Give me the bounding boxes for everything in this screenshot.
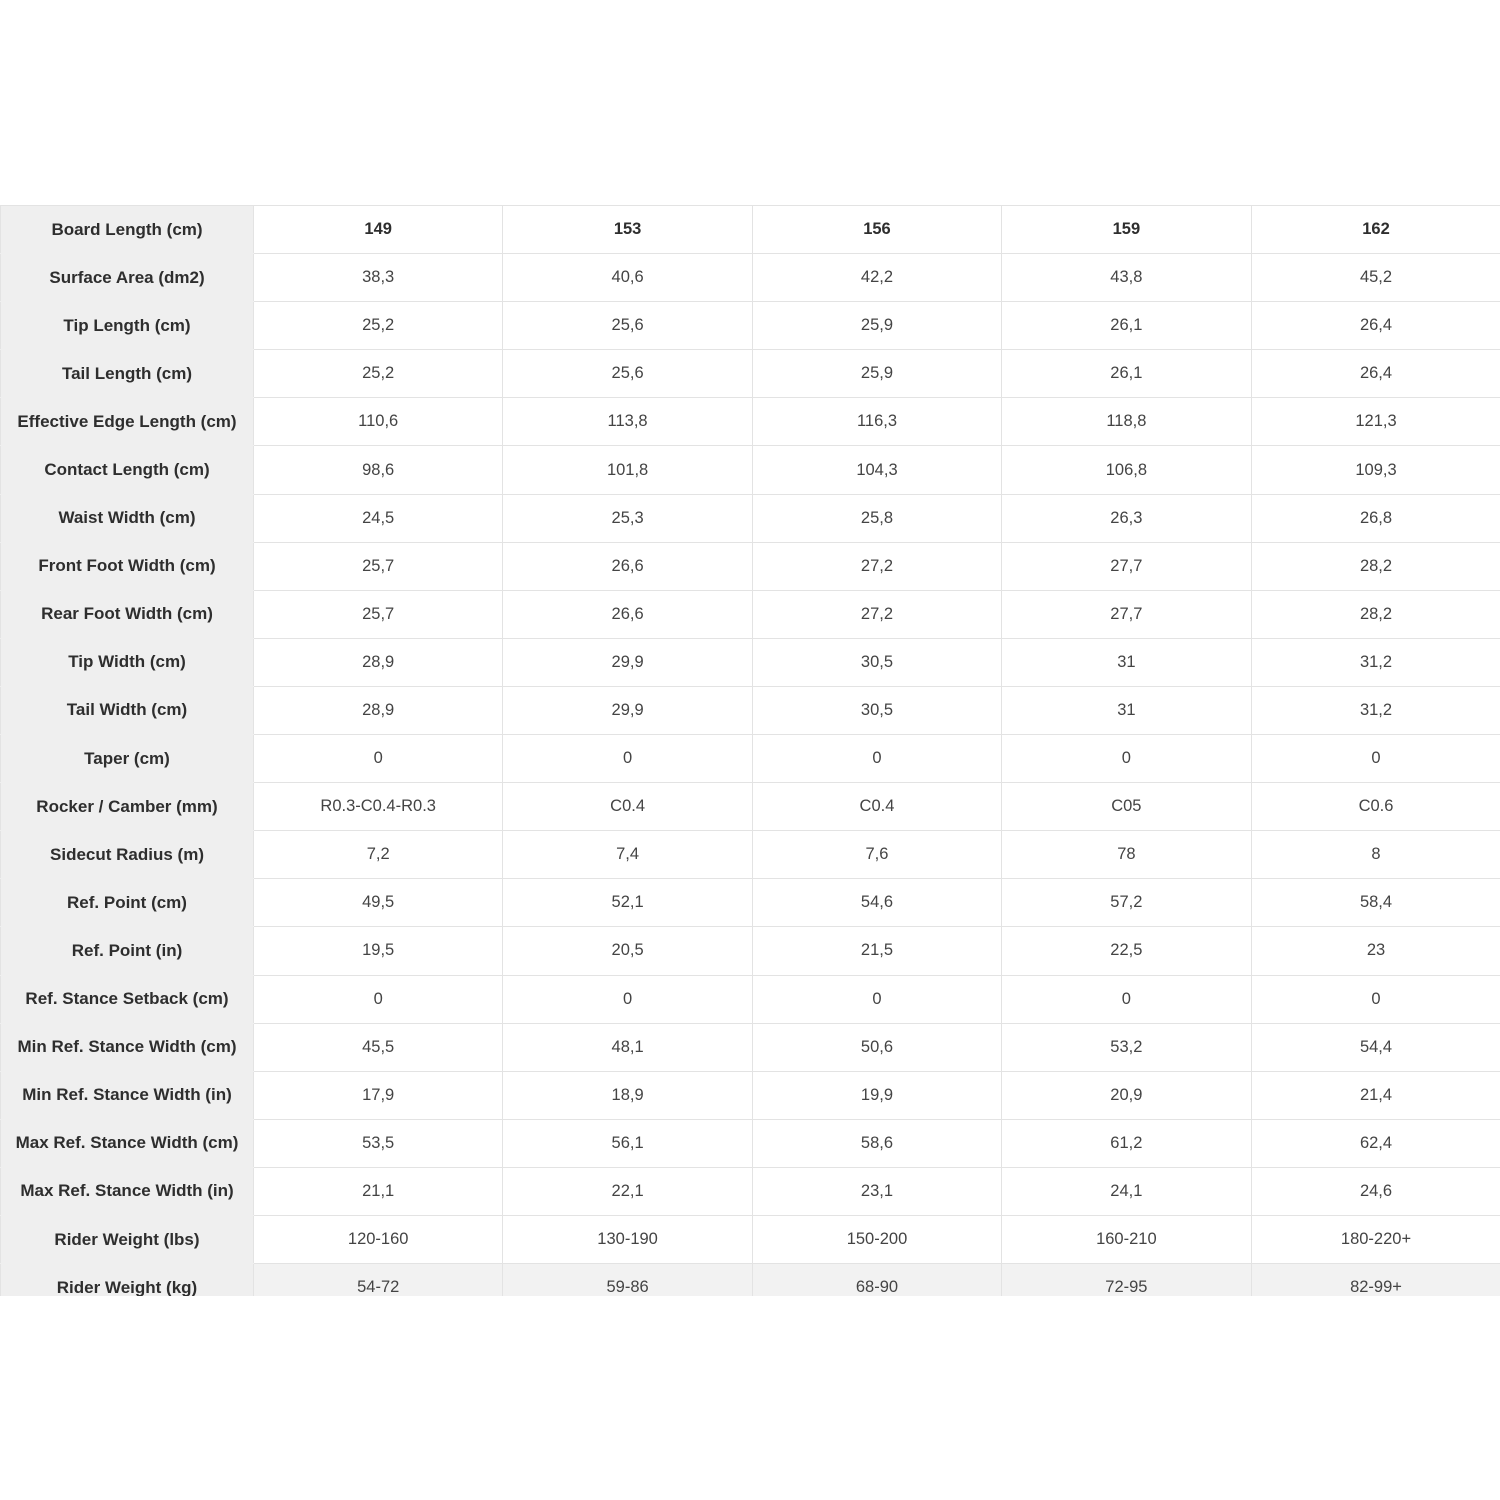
value-cell: 98,6 [254, 446, 503, 494]
row-label: Ref. Point (in) [1, 927, 254, 975]
value-cell: 31,2 [1251, 686, 1500, 734]
value-cell: 25,6 [503, 302, 752, 350]
value-cell: 57,2 [1002, 879, 1251, 927]
value-cell: 25,3 [503, 494, 752, 542]
board-spec-table [0, 205, 1500, 1296]
table-row [1, 831, 1500, 879]
table-row [1, 783, 1500, 831]
value-cell: 24,6 [1251, 1167, 1500, 1215]
value-cell: 26,8 [1251, 494, 1500, 542]
value-cell: 0 [752, 975, 1001, 1023]
value-cell: 121,3 [1251, 398, 1500, 446]
value-cell: 52,1 [503, 879, 752, 927]
value-cell: 56,1 [503, 1119, 752, 1167]
value-cell: 26,6 [503, 590, 752, 638]
value-cell: 49,5 [254, 879, 503, 927]
value-cell: 58,4 [1251, 879, 1500, 927]
value-cell: 25,9 [752, 302, 1001, 350]
row-label: Tip Length (cm) [1, 302, 254, 350]
value-cell: 180-220+ [1251, 1215, 1500, 1263]
value-cell: 27,2 [752, 590, 1001, 638]
value-cell: 101,8 [503, 446, 752, 494]
value-cell: 0 [1251, 735, 1500, 783]
value-cell: 26,3 [1002, 494, 1251, 542]
value-cell: 29,9 [503, 686, 752, 734]
value-cell: 54,6 [752, 879, 1001, 927]
value-cell: 26,4 [1251, 302, 1500, 350]
value-cell: 20,5 [503, 927, 752, 975]
size-header-cell: 159 [1002, 206, 1251, 254]
value-cell: 48,1 [503, 1023, 752, 1071]
value-cell: 7,4 [503, 831, 752, 879]
row-label: Taper (cm) [1, 735, 254, 783]
value-cell: 25,2 [254, 350, 503, 398]
row-label: Max Ref. Stance Width (in) [1, 1167, 254, 1215]
value-cell: 82-99+ [1251, 1264, 1500, 1296]
value-cell: 62,4 [1251, 1119, 1500, 1167]
table-row [1, 686, 1500, 734]
row-label: Waist Width (cm) [1, 494, 254, 542]
value-cell: C0.6 [1251, 783, 1500, 831]
value-cell: 27,2 [752, 542, 1001, 590]
value-cell: 0 [254, 975, 503, 1023]
value-cell: 25,8 [752, 494, 1001, 542]
value-cell: 22,1 [503, 1167, 752, 1215]
value-cell: 109,3 [1251, 446, 1500, 494]
value-cell: 0 [1251, 975, 1500, 1023]
size-header-cell: 153 [503, 206, 752, 254]
table-row [1, 879, 1500, 927]
value-cell: 54,4 [1251, 1023, 1500, 1071]
value-cell: 30,5 [752, 686, 1001, 734]
row-label: Contact Length (cm) [1, 446, 254, 494]
row-label: Max Ref. Stance Width (cm) [1, 1119, 254, 1167]
value-cell: 29,9 [503, 638, 752, 686]
value-cell: 31,2 [1251, 638, 1500, 686]
table-row [1, 1167, 1500, 1215]
table-row [1, 927, 1500, 975]
value-cell: 104,3 [752, 446, 1001, 494]
value-cell: 150-200 [752, 1215, 1001, 1263]
value-cell: C05 [1002, 783, 1251, 831]
value-cell: 23 [1251, 927, 1500, 975]
value-cell: 23,1 [752, 1167, 1001, 1215]
value-cell: 8 [1251, 831, 1500, 879]
table-row [1, 446, 1500, 494]
row-label: Effective Edge Length (cm) [1, 398, 254, 446]
value-cell: 7,2 [254, 831, 503, 879]
value-cell: 19,5 [254, 927, 503, 975]
value-cell: 26,6 [503, 542, 752, 590]
table-row [1, 350, 1500, 398]
value-cell: C0.4 [503, 783, 752, 831]
value-cell: 17,9 [254, 1071, 503, 1119]
value-cell: 28,9 [254, 686, 503, 734]
value-cell: 25,7 [254, 542, 503, 590]
value-cell: 25,2 [254, 302, 503, 350]
value-cell: 45,2 [1251, 254, 1500, 302]
table-row [1, 302, 1500, 350]
value-cell: 31 [1002, 686, 1251, 734]
spec-table-body [1, 206, 1500, 1297]
row-label: Ref. Point (cm) [1, 879, 254, 927]
row-label: Ref. Stance Setback (cm) [1, 975, 254, 1023]
value-cell: 18,9 [503, 1071, 752, 1119]
value-cell: 106,8 [1002, 446, 1251, 494]
value-cell: 0 [1002, 975, 1251, 1023]
header-row [1, 206, 1500, 254]
size-header-cell: 149 [254, 206, 503, 254]
table-row [1, 1264, 1500, 1296]
row-label: Tip Width (cm) [1, 638, 254, 686]
value-cell: 38,3 [254, 254, 503, 302]
value-cell: 24,5 [254, 494, 503, 542]
value-cell: 116,3 [752, 398, 1001, 446]
value-cell: 58,6 [752, 1119, 1001, 1167]
value-cell: 68-90 [752, 1264, 1001, 1296]
table-row [1, 1071, 1500, 1119]
value-cell: C0.4 [752, 783, 1001, 831]
size-header-cell: 162 [1251, 206, 1500, 254]
value-cell: 110,6 [254, 398, 503, 446]
value-cell: 113,8 [503, 398, 752, 446]
value-cell: 0 [503, 735, 752, 783]
value-cell: 30,5 [752, 638, 1001, 686]
row-label: Tail Width (cm) [1, 686, 254, 734]
row-label: Min Ref. Stance Width (cm) [1, 1023, 254, 1071]
table-row [1, 1023, 1500, 1071]
row-label: Front Foot Width (cm) [1, 542, 254, 590]
row-label: Sidecut Radius (m) [1, 831, 254, 879]
table-row [1, 1215, 1500, 1263]
value-cell: 130-190 [503, 1215, 752, 1263]
value-cell: 42,2 [752, 254, 1001, 302]
row-label: Min Ref. Stance Width (in) [1, 1071, 254, 1119]
value-cell: 22,5 [1002, 927, 1251, 975]
value-cell: 53,2 [1002, 1023, 1251, 1071]
table-row [1, 638, 1500, 686]
row-label: Rider Weight (lbs) [1, 1215, 254, 1263]
table-row [1, 1119, 1500, 1167]
value-cell: 7,6 [752, 831, 1001, 879]
value-cell: 78 [1002, 831, 1251, 879]
value-cell: 0 [1002, 735, 1251, 783]
table-row [1, 975, 1500, 1023]
value-cell: R0.3-C0.4-R0.3 [254, 783, 503, 831]
table-row [1, 542, 1500, 590]
value-cell: 26,4 [1251, 350, 1500, 398]
value-cell: 72-95 [1002, 1264, 1251, 1296]
value-cell: 118,8 [1002, 398, 1251, 446]
value-cell: 27,7 [1002, 542, 1251, 590]
value-cell: 21,4 [1251, 1071, 1500, 1119]
value-cell: 28,9 [254, 638, 503, 686]
value-cell: 26,1 [1002, 302, 1251, 350]
table-row [1, 254, 1500, 302]
value-cell: 45,5 [254, 1023, 503, 1071]
value-cell: 26,1 [1002, 350, 1251, 398]
value-cell: 28,2 [1251, 590, 1500, 638]
value-cell: 27,7 [1002, 590, 1251, 638]
value-cell: 25,6 [503, 350, 752, 398]
value-cell: 61,2 [1002, 1119, 1251, 1167]
value-cell: 0 [752, 735, 1001, 783]
row-label: Tail Length (cm) [1, 350, 254, 398]
value-cell: 54-72 [254, 1264, 503, 1296]
row-label: Surface Area (dm2) [1, 254, 254, 302]
size-header-cell: 156 [752, 206, 1001, 254]
value-cell: 31 [1002, 638, 1251, 686]
value-cell: 19,9 [752, 1071, 1001, 1119]
value-cell: 28,2 [1251, 542, 1500, 590]
value-cell: 20,9 [1002, 1071, 1251, 1119]
value-cell: 50,6 [752, 1023, 1001, 1071]
row-label: Rear Foot Width (cm) [1, 590, 254, 638]
table-row [1, 735, 1500, 783]
value-cell: 53,5 [254, 1119, 503, 1167]
value-cell: 21,5 [752, 927, 1001, 975]
value-cell: 40,6 [503, 254, 752, 302]
row-label: Rocker / Camber (mm) [1, 783, 254, 831]
row-label: Board Length (cm) [1, 206, 254, 254]
value-cell: 25,7 [254, 590, 503, 638]
row-label: Rider Weight (kg) [1, 1264, 254, 1296]
value-cell: 0 [254, 735, 503, 783]
value-cell: 43,8 [1002, 254, 1251, 302]
value-cell: 24,1 [1002, 1167, 1251, 1215]
value-cell: 0 [503, 975, 752, 1023]
table-row [1, 398, 1500, 446]
value-cell: 59-86 [503, 1264, 752, 1296]
spec-table-container [0, 205, 1500, 1296]
value-cell: 25,9 [752, 350, 1001, 398]
table-row [1, 590, 1500, 638]
value-cell: 120-160 [254, 1215, 503, 1263]
value-cell: 160-210 [1002, 1215, 1251, 1263]
table-row [1, 494, 1500, 542]
value-cell: 21,1 [254, 1167, 503, 1215]
